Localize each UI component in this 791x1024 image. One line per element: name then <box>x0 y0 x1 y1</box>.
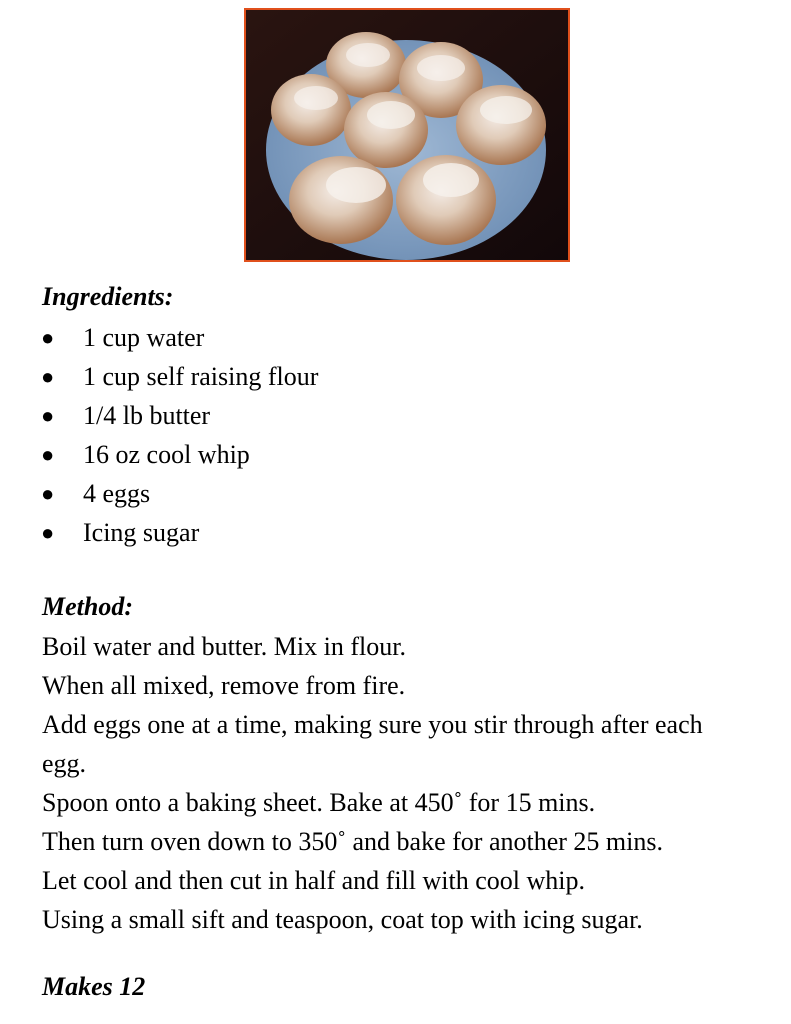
method-step: Then turn oven down to 350˚ and bake for another 25 mins. <box>42 827 663 856</box>
bullet-icon: ● <box>41 481 55 506</box>
method-step: Using a small sift and teaspoon, coat top with icing sugar. <box>42 905 643 934</box>
bullet-icon: ● <box>41 364 55 389</box>
ingredients-heading: Ingredients: <box>42 282 174 311</box>
method-step: When all mixed, remove from fire. <box>42 671 406 700</box>
method-step: Let cool and then cut in half and fill with cool whip. <box>42 866 585 895</box>
method-steps <box>42 627 762 939</box>
method-heading: Method: <box>42 592 133 621</box>
yield-text: Makes 12 <box>42 972 146 1001</box>
bullet-icon: ● <box>41 442 55 467</box>
cream-puffs-image <box>246 10 568 260</box>
method-step: Boil water and butter. Mix in flour. <box>42 632 406 661</box>
bullet-icon: ● <box>41 403 55 428</box>
recipe-photo <box>244 8 570 262</box>
bullet-icon: ● <box>41 325 55 350</box>
method-step: Spoon onto a baking sheet. Bake at 450˚ for 15 mins. <box>42 788 596 817</box>
method-step: Add eggs one at a time, making sure you stir through after each egg. <box>42 710 703 778</box>
bullet-icon: ● <box>41 520 55 545</box>
